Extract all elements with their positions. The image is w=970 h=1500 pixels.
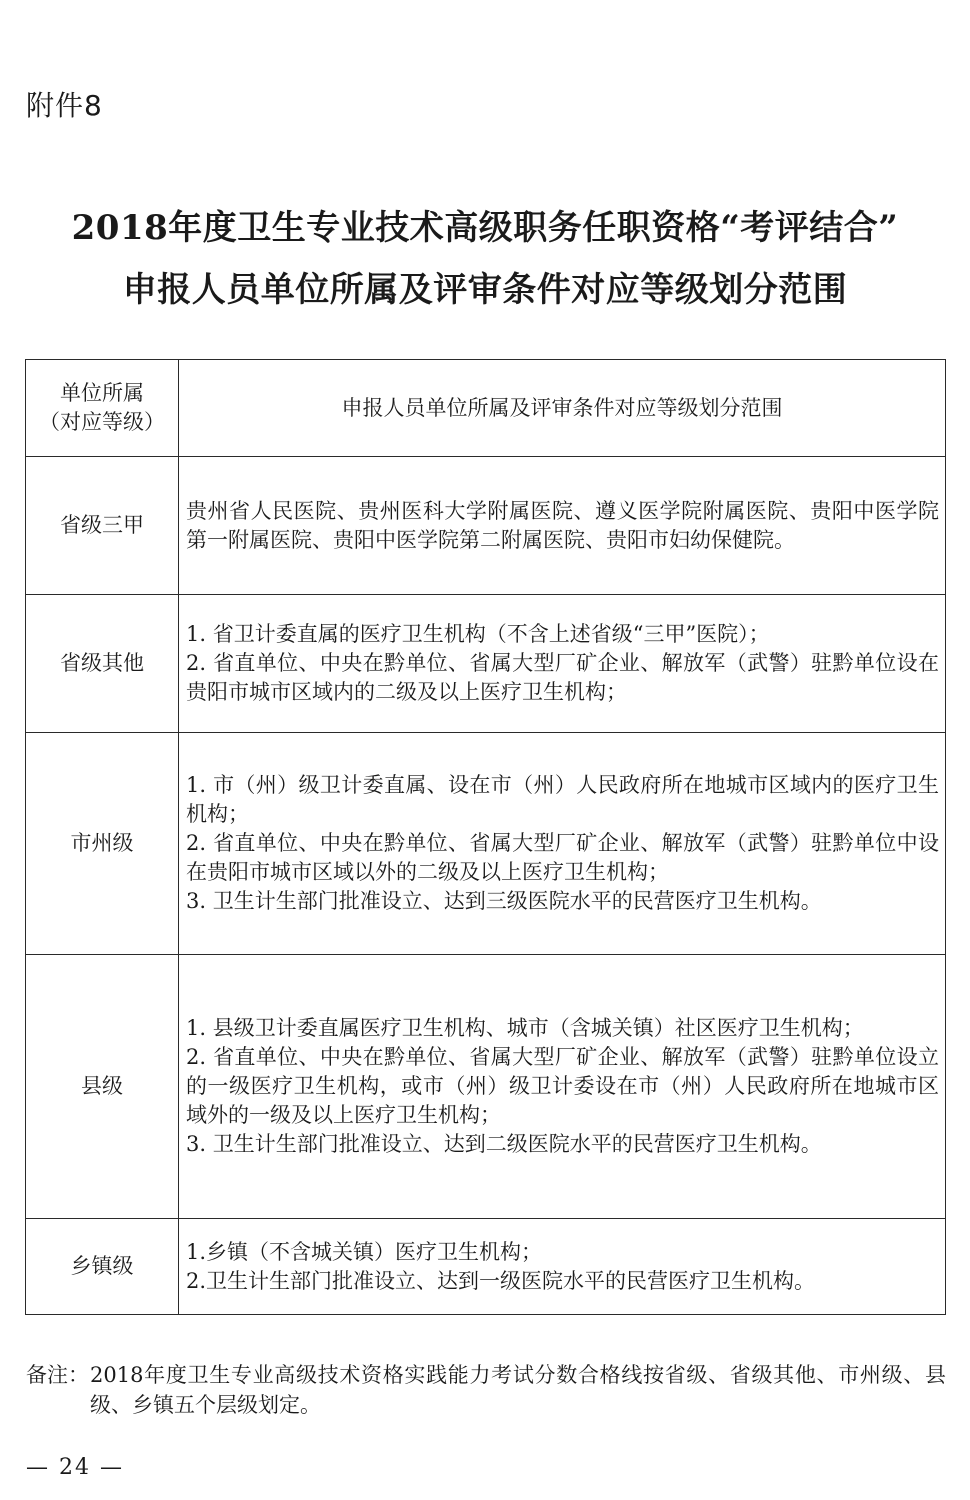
level-cell: 省级三甲 <box>26 457 179 595</box>
scope-item: 1. 市（州）级卫计委直属、设在市（州）人民政府所在地城市区域内的医疗卫生机构； <box>186 773 939 826</box>
footnote-label: 备注： <box>26 1363 89 1387</box>
table-row <box>26 733 946 955</box>
table-header-row <box>26 360 946 457</box>
level-cell: 乡镇级 <box>26 1219 179 1315</box>
header-unit-affiliation <box>26 360 179 457</box>
header-scope: 申报人员单位所属及评审条件对应等级划分范围 <box>179 360 946 457</box>
scope-item: 2. 省直单位、中央在黔单位、省属大型厂矿企业、解放军（武警）驻黔单位设在贵阳市城市区域内的二级及以上医疗卫生机构； <box>186 651 939 704</box>
level-cell: 县级 <box>26 955 179 1219</box>
scope-cell <box>179 733 946 955</box>
table-row <box>26 595 946 733</box>
level-cell: 市州级 <box>26 733 179 955</box>
scope-item: 1. 县级卫计委直属医疗卫生机构、城市（含城关镇）社区医疗卫生机构； <box>186 1016 864 1040</box>
header-col1-line1: 单位所属 <box>60 381 144 405</box>
scope-cell <box>179 955 946 1219</box>
footnote <box>26 1360 946 1420</box>
level-cell: 省级其他 <box>26 595 179 733</box>
scope-item: 3. 卫生计生部门批准设立、达到二级医院水平的民营医疗卫生机构。 <box>186 1132 822 1156</box>
table-row <box>26 457 946 595</box>
table-row <box>26 1219 946 1315</box>
scope-cell <box>179 1219 946 1315</box>
document-title-line-2: 申报人员单位所属及评审条件对应等级划分范围 <box>122 270 848 310</box>
scope-item: 2. 省直单位、中央在黔单位、省属大型厂矿企业、解放军（武警）驻黔单位设立的一级医疗卫生机构，或市（州）级卫计委设在市（州）人民政府所在地城市区域外的一级及以上医疗卫生机构； <box>186 1045 939 1127</box>
page-number: — 24 — <box>26 1455 124 1480</box>
scope-item: 贵州省人民医院、贵州医科大学附属医院、遵义医学院附属医院、贵阳中医学院第一附属医院、贵阳中医学院第二附属医院、贵阳市妇幼保健院。 <box>186 498 939 552</box>
scope-cell <box>179 457 946 595</box>
scope-cell <box>179 595 946 733</box>
document-title-line-1: 2018年度卫生专业技术高级职务任职资格“考评结合” <box>71 208 899 248</box>
footnote-text: 2018年度卫生专业高级技术资格实践能力考试分数合格线按省级、省级其他、市州级、县级、乡镇五个层级划定。 <box>90 1363 946 1417</box>
table-row <box>26 955 946 1219</box>
scope-item: 2. 省直单位、中央在黔单位、省属大型厂矿企业、解放军（武警）驻黔单位中设在贵阳市城市区域以外的二级及以上医疗卫生机构； <box>186 831 939 884</box>
scope-item: 2.卫生计生部门批准设立、达到一级医院水平的民营医疗卫生机构。 <box>186 1268 816 1293</box>
scope-item: 1. 省卫计委直属的医疗卫生机构（不含上述省级“三甲”医院）； <box>186 622 770 646</box>
scope-item: 3. 卫生计生部门批准设立、达到三级医院水平的民营医疗卫生机构。 <box>186 889 822 913</box>
classification-table <box>25 359 946 1315</box>
attachment-label: 附件8 <box>26 89 103 122</box>
scope-item: 1.乡镇（不含城关镇）医疗卫生机构； <box>186 1239 543 1264</box>
header-col1-line2: （对应等级） <box>39 410 165 434</box>
